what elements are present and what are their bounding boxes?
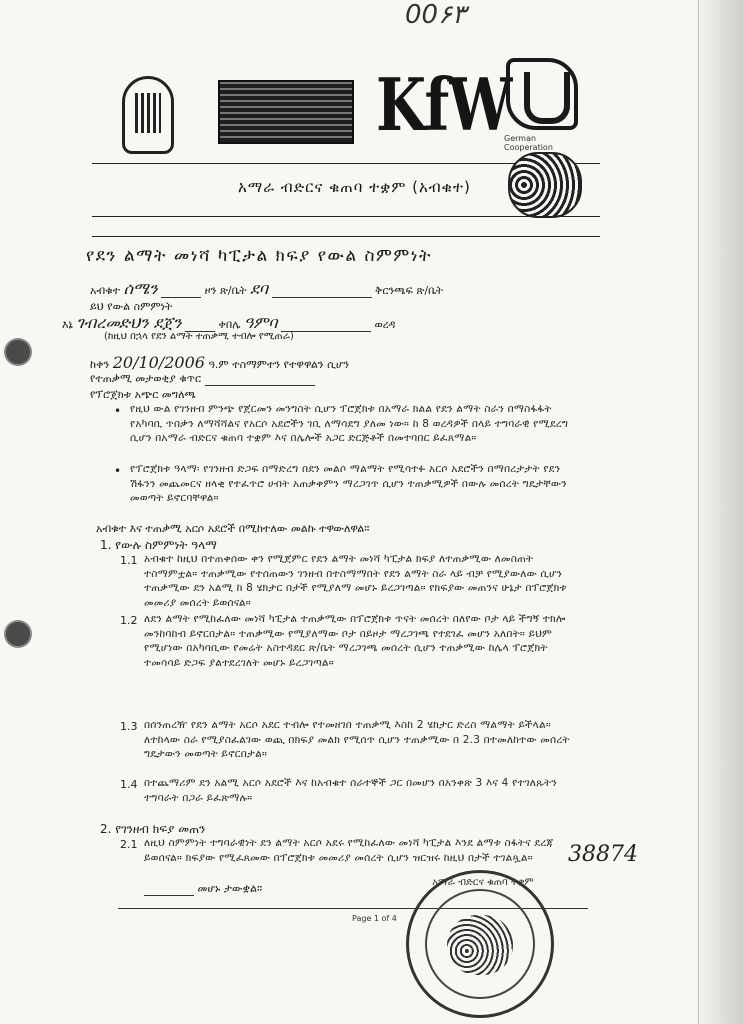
party-prefix: እኔ: [62, 318, 73, 331]
german-cooperation-text: German Cooperation: [504, 134, 553, 152]
clause-number: 1.3: [120, 720, 138, 733]
document-title: የደን ልማት መነሻ ካፒታል ክፍያ የውል ስምምነት: [86, 246, 432, 266]
title-divider-bottom: [92, 236, 600, 237]
organization-title: አማራ ብድርና ቁጠባ ተቋም (አብቁተ): [238, 178, 471, 196]
zone-value: ሰሜን: [123, 279, 158, 298]
bank-logo: [218, 80, 354, 144]
bullet-paragraph: የፕሮጀክቱ ዓላማ፡ የገንዘብ ድጋፍ በማድረግ በደን መልሶ ማልማት የሚሳተፉ አርሶ አደሮችን በማበረታታት የደን ሽፋንን መጨመርና ዘላቂ የተፈጥሮ ሀብት አጠቃቀምን ማረጋገጥ ሲሆን ተጠቃሚዎች በውሉ መሰረት ግዴታቸውን መወጣት ይኖርባቸዋል።: [130, 463, 567, 504]
clause-text: አብቁተ ከዚህ በተጠቀሰው ቀን የሚጀምር የደን ልማት መነሻ ካፒታል ክፍያ ለተጠቃሚው ለመስጠት ተስማምቷል። ተጠቃሚው የተሰጠውን ገንዘብ በተስማማበት የደን ልማት ስራ ላይ ብቻ የሚያውለው ሲሆን ተጠቃሚው ደን አልሚ ከ 8 ሄክታር በታች የሚያለማ መሆኑ ይረጋገጣል። የክፍያው መጠንና ሁኔታ በፕሮጀክቱ መመሪያ መሰረት ይወሰናል።: [144, 553, 567, 609]
clause-text: በሰንጠረዥ የደን ልማት አርሶ አደር ተብሎ የተመዘገበ ተጠቃሚ እስከ 2 ሄክታር ድረስ ማልማት ይችላል። ለተከላው ስራ የሚያስፈልገው ወጪ በክፍያ መልክ የሚሰጥ ሲሆን ተጠቃሚው በ 2.3 በተመለከተው መሰረት ግዴታውን መወጣት ይኖርበታል።: [144, 719, 570, 760]
page-number: Page 1 of 4: [352, 914, 397, 923]
clause-text: በተጨማሪም ደን አልሚ አርሶ አደሮች እና ከአብቁተ ሰራተኞች ጋር በመሆን በአንቀጽ 3 እና 4 የተገለጹትን ተግባራት በጋራ ይፈጽማሉ።: [144, 777, 557, 804]
section-heading: 2. የገንዘብ ክፍያ መጠን: [100, 822, 206, 836]
closing-text: መሆኑ ታውቋል።: [197, 882, 263, 895]
stamp-emblem-icon: [447, 915, 513, 975]
bullet-icon: •: [114, 464, 122, 478]
subbranch-label: ቅርንጫፍ ጽ/ቤት: [375, 284, 444, 297]
closing-line: [144, 882, 262, 896]
bullet-icon: •: [114, 404, 122, 418]
date-label: ከቀን: [90, 358, 110, 371]
kebele-value: ዓምባ: [243, 313, 278, 332]
fill-line: [161, 285, 201, 298]
kfw-logo: KfW: [376, 62, 511, 147]
party-name: ገብረመድህን ደጀን: [76, 313, 182, 332]
woreda-label: ወረዳ: [374, 318, 396, 331]
clause-text: ለደን ልማት የሚከፈለው መነሻ ካፒታል ተጠቃሚው በፕሮጀክቱ ጥናት መሰረት በለየው ቦታ ላይ ችግኝ ተክሎ መንከባከብ ይኖርበታል። ተጠቃሚው የሚያለማው ቦታ በይዞታ ማረጋገጫ የተደገፈ መሆን አለበት። ይህም የሚሆነው በአካባቢው የመሬት አስተዳደር ጽ/ቤት ማረጋገጫ መሰረት ሲሆን ተጠቃሚው ከሌላ ፕሮጀክት ተመሳሳይ ድጋፍ ያልተደረገለት መሆኑ ይረጋገጣል።: [144, 613, 566, 669]
clause-text: ለዚህ ስምምነት ተግባራዊነት ደን ልማት አርሶ አደሩ የሚከፈለው መነሻ ካፒታል እንደ ልማቱ ስፋትና ደረጃ ይወሰናል። ክፍያው የሚፈጸመው በፕሮጀክቱ መመሪያ መሰረት ሲሆን ዝርዝሩ ከዚህ በታች ተገልጿል።: [144, 837, 554, 864]
id-label: የተጠቃሚ መታወቂያ ቁጥር: [90, 372, 202, 385]
section-heading: 1. የውሉ ስምምነት ዓላማ: [100, 538, 217, 552]
fill-line: [205, 373, 315, 386]
handwritten-number: 38874: [568, 842, 638, 867]
bullet-paragraph: የዚህ ውል የገንዘብ ምንጭ የጀርመን መንግስት ሲሆን ፕሮጀክቱ በአማራ ክልል የደን ልማት ስራን በማስፋፋት የአካባቢ ጥበቃን ለማሻሻልና የአርሶ አደሮችን ገቢ ለማሳደግ ያለመ ነው። ከ 8 ወረዳዎች በላይ ተግባራዊ የሚደረግ ሲሆን በአማራ ብድርና ቁጠባ ተቋም እና በሌሎች አጋር ድርጅቶች በመተባበር ይፈጸማል።: [130, 403, 569, 444]
contract-label: ይህ የውል ስምምነት: [90, 300, 173, 313]
date-suffix: ዓ.ም ተስማምተን የተዋዋልን ሲሆን: [208, 358, 350, 371]
intro-heading: የፕሮጀክቱ አጭር መግለጫ: [90, 388, 196, 401]
corner-note: 00۶۳: [405, 0, 467, 30]
government-emblem-logo: [122, 76, 174, 154]
clause-number: 1.4: [120, 778, 138, 791]
branch-value: ደባ: [250, 279, 269, 298]
german-cooperation-logo: [506, 58, 578, 130]
punch-hole: [6, 622, 30, 646]
page-edge: [698, 0, 743, 1024]
party-note: (ከዚህ በኋላ የደን ልማት ተጠቃሚ ተብሎ የሚጠራ): [104, 331, 294, 342]
date-line: [90, 353, 350, 372]
kebele-label: ቀበሌ: [218, 318, 241, 331]
fill-line: [281, 319, 371, 332]
zone-branch-line: [90, 279, 444, 298]
agreement-heading: አብቁተ እና ተጠቃሚ አርሶ አደሮች በሚከተለው መልኩ ተዋውለዋል።: [96, 522, 370, 535]
clause-number: 1.2: [120, 614, 138, 627]
punch-hole: [6, 340, 30, 364]
date-value: 20/10/2006: [112, 353, 205, 372]
logo-row: [118, 58, 598, 158]
stamp-text: አማራ ብድርና ቁጠባ ተቋም: [432, 877, 534, 888]
clause-number: 2.1: [120, 838, 138, 851]
fill-line: [272, 285, 372, 298]
branch-label: ዞን ጽ/ቤት: [204, 284, 247, 297]
acsi-logo: [508, 152, 582, 218]
zone-label: አብቁተ: [90, 284, 121, 297]
title-divider-top: [92, 216, 600, 217]
fill-line: [144, 883, 194, 896]
official-stamp: [406, 870, 554, 1018]
clause-number: 1.1: [120, 554, 138, 567]
id-line: [90, 372, 315, 386]
